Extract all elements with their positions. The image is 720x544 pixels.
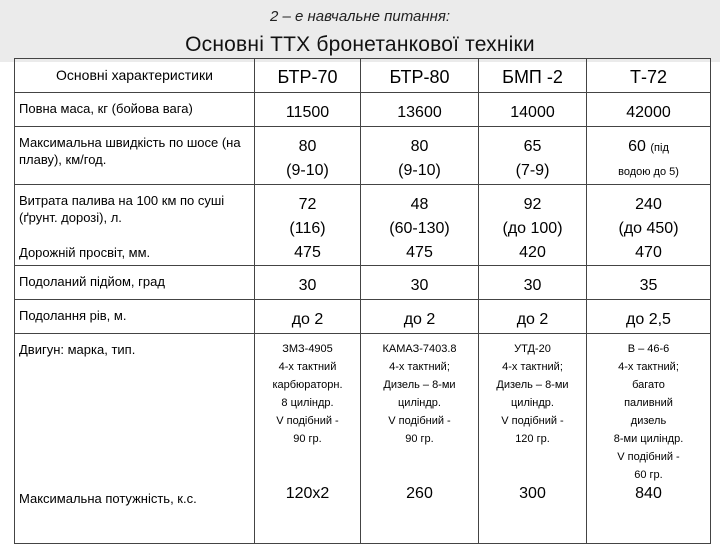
power-value: 300 xyxy=(519,485,546,502)
engine-line: Дизель – 8-ми xyxy=(383,379,456,391)
speed-main: 65 xyxy=(523,138,542,155)
cell-engine-power-bmp2 xyxy=(479,334,587,544)
column-header-t72: Т-72 xyxy=(587,59,711,93)
cell-climb-btr70: 30 xyxy=(255,266,361,300)
engine-line: карбюраторн. xyxy=(272,379,343,391)
table-row xyxy=(15,93,711,127)
section-subtitle: 2 – е навчальне питання: xyxy=(269,8,451,25)
specs-table xyxy=(14,58,711,544)
table-row xyxy=(15,334,711,544)
engine-line: 120 гр. xyxy=(515,433,550,445)
row-label-climb: Подоланий підйом, град xyxy=(15,266,255,300)
speed-sub: (7-9) xyxy=(515,162,550,179)
row-label-mass: Повна маса, кг (бойова вага) xyxy=(15,93,255,127)
column-header-btr80: БТР-80 xyxy=(361,59,479,93)
cell-ditch-t72: до 2,5 xyxy=(587,300,711,334)
column-header-bmp2: БМП -2 xyxy=(479,59,587,93)
fuel-main: 48 xyxy=(410,196,429,213)
engine-line: V подібний - xyxy=(617,451,680,463)
row-label-speed: Максимальна швидкість по шосе (на плаву), км/год. xyxy=(15,127,255,185)
speed-main: 60 xyxy=(628,138,646,155)
power-value: 120х2 xyxy=(285,485,330,502)
cell-speed-btr70 xyxy=(255,127,361,185)
cell-engine-power-btr80 xyxy=(361,334,479,544)
speed-sub: (9-10) xyxy=(286,162,329,179)
engine-line: багато xyxy=(632,379,665,391)
table-row xyxy=(15,185,711,266)
row-label-fuel: Витрата палива на 100 км по суші (ґрунт. дорозі), л. xyxy=(19,193,225,225)
engine-line: КАМАЗ-7403.8 xyxy=(382,343,457,355)
page-title: Основні ТТХ бронетанкової техніки xyxy=(185,33,535,56)
fuel-main: 92 xyxy=(523,196,542,213)
engine-line: 4-х тактний; xyxy=(618,361,679,373)
engine-line: 60 гр. xyxy=(634,469,663,481)
engine-line: В – 46-6 xyxy=(627,343,670,355)
engine-line: 90 гр. xyxy=(405,433,434,445)
engine-line: УТД-20 xyxy=(514,343,551,355)
fuel-sub: (60-130) xyxy=(389,220,450,237)
clearance-value: 475 xyxy=(294,244,321,261)
label-column-header: Основні характеристики xyxy=(15,59,255,93)
table-row xyxy=(15,127,711,185)
cell-engine-power-t72 xyxy=(587,334,711,544)
clearance-value: 470 xyxy=(635,244,662,261)
engine-line: паливний xyxy=(624,397,673,409)
fuel-sub: (до 450) xyxy=(618,220,679,237)
fuel-main: 240 xyxy=(635,196,662,213)
engine-line: дизель xyxy=(630,415,667,427)
speed-note: водою до 5) xyxy=(618,166,679,178)
fuel-sub: (116) xyxy=(289,220,326,237)
fuel-main: 72 xyxy=(298,196,317,213)
table-row xyxy=(15,300,711,334)
engine-line: циліндр. xyxy=(511,397,554,409)
row-labels-fuel-clearance xyxy=(15,185,255,266)
cell-mass-btr80: 13600 xyxy=(361,93,479,127)
cell-speed-btr80 xyxy=(361,127,479,185)
row-label-engine: Двигун: марка, тип. xyxy=(19,342,136,357)
engine-line: V подібний - xyxy=(501,415,564,427)
engine-line: 4-х тактний; xyxy=(502,361,563,373)
engine-line: 90 гр. xyxy=(293,433,322,445)
power-value: 840 xyxy=(635,485,662,502)
cell-fuel-clearance-btr70 xyxy=(255,185,361,266)
table-header-row xyxy=(15,59,711,93)
speed-sub: (9-10) xyxy=(398,162,441,179)
cell-fuel-clearance-bmp2 xyxy=(479,185,587,266)
cell-speed-t72 xyxy=(587,127,711,185)
cell-mass-bmp2: 14000 xyxy=(479,93,587,127)
engine-line: V подібний - xyxy=(276,415,339,427)
table-row xyxy=(15,266,711,300)
row-label-power: Максимальна потужність, к.с. xyxy=(19,491,197,506)
cell-climb-btr80: 30 xyxy=(361,266,479,300)
engine-line: 4-х тактний; xyxy=(389,361,450,373)
clearance-value: 475 xyxy=(406,244,433,261)
engine-line: 8 циліндр. xyxy=(281,397,334,409)
cell-mass-t72: 42000 xyxy=(587,93,711,127)
speed-main: 80 xyxy=(298,138,317,155)
engine-line: 4-х тактний xyxy=(278,361,337,373)
cell-speed-bmp2 xyxy=(479,127,587,185)
cell-ditch-bmp2: до 2 xyxy=(479,300,587,334)
clearance-value: 420 xyxy=(519,244,546,261)
speed-main: 80 xyxy=(410,138,429,155)
column-header-btr70: БТР-70 xyxy=(255,59,361,93)
engine-line: V подібний - xyxy=(388,415,451,427)
cell-climb-bmp2: 30 xyxy=(479,266,587,300)
engine-line: Дизель – 8-ми xyxy=(496,379,569,391)
row-labels-engine-power xyxy=(15,334,255,544)
power-value: 260 xyxy=(406,485,433,502)
cell-fuel-clearance-t72 xyxy=(587,185,711,266)
cell-ditch-btr80: до 2 xyxy=(361,300,479,334)
engine-line: ЗМЗ-4905 xyxy=(282,343,333,355)
cell-fuel-clearance-btr80 xyxy=(361,185,479,266)
cell-climb-t72: 35 xyxy=(587,266,711,300)
cell-engine-power-btr70 xyxy=(255,334,361,544)
engine-line: циліндр. xyxy=(398,397,441,409)
speed-note: (під xyxy=(650,142,669,154)
cell-ditch-btr70: до 2 xyxy=(255,300,361,334)
row-label-clearance: Дорожній просвіт, мм. xyxy=(19,245,151,260)
row-label-ditch: Подолання рів, м. xyxy=(15,300,255,334)
fuel-sub: (до 100) xyxy=(502,220,563,237)
cell-mass-btr70: 11500 xyxy=(255,93,361,127)
engine-line: 8-ми циліндр. xyxy=(613,433,684,445)
